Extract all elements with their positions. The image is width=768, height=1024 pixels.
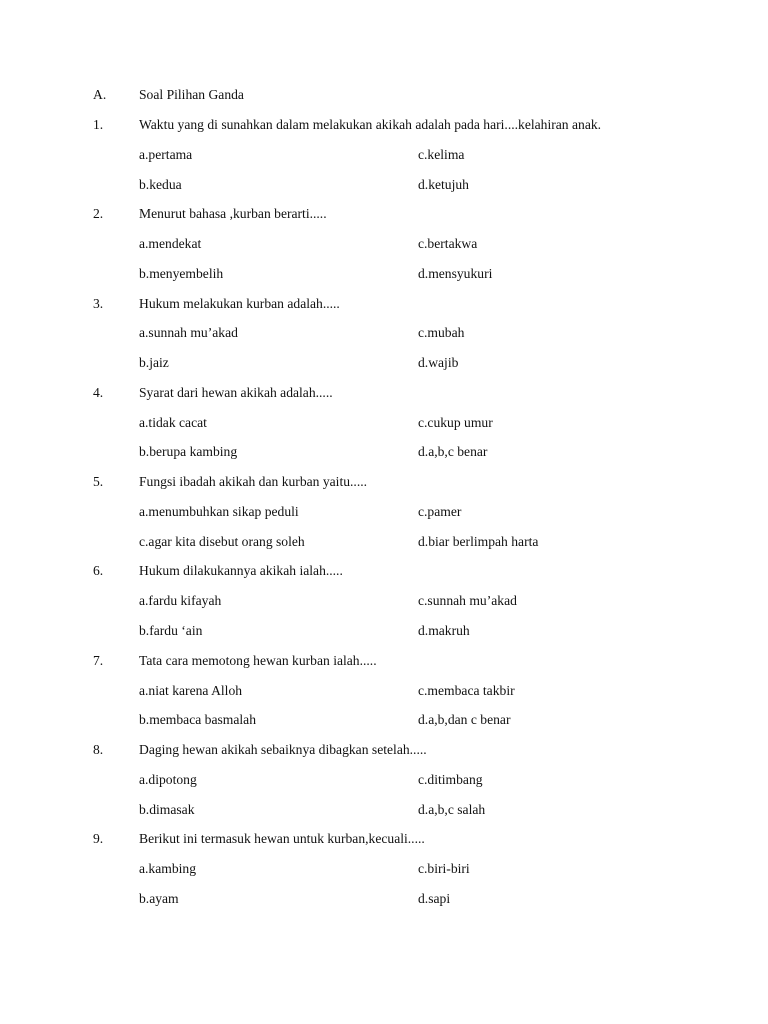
option-b: b.menyembelih — [139, 266, 224, 281]
question-text: Berikut ini termasuk hewan untuk kurban,kecuali..... — [139, 831, 425, 846]
option-c: c.mubah — [418, 325, 465, 340]
section-label: A. — [93, 87, 107, 102]
question-8 — [0, 740, 768, 760]
option-c: c.biri-biri — [418, 861, 470, 876]
question-text: Daging hewan akikah sebaiknya dibagkan setelah..... — [139, 742, 427, 757]
question-2-options-row-2 — [0, 264, 768, 284]
option-d: d.wajib — [418, 355, 459, 370]
option-c: c.cukup umur — [418, 415, 493, 430]
option-a: a.fardu kifayah — [139, 593, 222, 608]
option-c: c.membaca takbir — [418, 683, 515, 698]
option-c: c.sunnah mu’akad — [418, 593, 517, 608]
section-title: Soal Pilihan Ganda — [139, 87, 244, 102]
option-d: d.a,b,dan c benar — [418, 712, 511, 727]
option-d: d.makruh — [418, 623, 470, 638]
option-b: b.kedua — [139, 177, 182, 192]
question-number: 4. — [93, 385, 104, 400]
option-d: d.mensyukuri — [418, 266, 493, 281]
question-1-options-row-1 — [0, 145, 768, 165]
option-a: a.mendekat — [139, 236, 202, 251]
question-1 — [0, 115, 768, 135]
question-text: Hukum melakukan kurban adalah..... — [139, 296, 340, 311]
option-c: c.pamer — [418, 504, 462, 519]
question-1-options-row-2 — [0, 175, 768, 195]
question-number: 9. — [93, 831, 104, 846]
question-5-options-row-2 — [0, 532, 768, 552]
question-number: 8. — [93, 742, 104, 757]
question-6-options-row-2 — [0, 621, 768, 641]
question-text: Fungsi ibadah akikah dan kurban yaitu..... — [139, 474, 368, 489]
option-c: c.ditimbang — [418, 772, 483, 787]
option-a: a.dipotong — [139, 772, 197, 787]
option-d: d.ketujuh — [418, 177, 469, 192]
question-5 — [0, 472, 768, 492]
question-9 — [0, 829, 768, 849]
question-text: Tata cara memotong hewan kurban ialah..... — [139, 653, 377, 668]
option-d: d.a,b,c salah — [418, 802, 486, 817]
question-6-options-row-1 — [0, 591, 768, 611]
option-d: d.sapi — [418, 891, 451, 906]
option-a: a.tidak cacat — [139, 415, 207, 430]
question-number: 2. — [93, 206, 104, 221]
question-4-options-row-1 — [0, 413, 768, 433]
question-number: 1. — [93, 117, 104, 132]
section-heading — [0, 85, 768, 105]
option-d: d.biar berlimpah harta — [418, 534, 539, 549]
question-6 — [0, 561, 768, 581]
option-a: a.menumbuhkan sikap peduli — [139, 504, 299, 519]
option-b: b.membaca basmalah — [139, 712, 257, 727]
question-3-options-row-2 — [0, 353, 768, 373]
option-c: c.kelima — [418, 147, 465, 162]
question-number: 7. — [93, 653, 104, 668]
option-b: b.ayam — [139, 891, 179, 906]
question-2 — [0, 204, 768, 224]
question-9-options-row-1 — [0, 859, 768, 879]
option-a: a.kambing — [139, 861, 197, 876]
option-b: b.fardu ‘ain — [139, 623, 203, 638]
option-c: c.bertakwa — [418, 236, 478, 251]
question-8-options-row-2 — [0, 800, 768, 820]
question-5-options-row-1 — [0, 502, 768, 522]
option-b: b.jaiz — [139, 355, 169, 370]
question-text: Menurut bahasa ,kurban berarti..... — [139, 206, 327, 221]
question-number: 3. — [93, 296, 104, 311]
option-a: a.pertama — [139, 147, 193, 162]
question-3 — [0, 294, 768, 314]
question-text: Syarat dari hewan akikah adalah..... — [139, 385, 333, 400]
option-a: a.niat karena Alloh — [139, 683, 243, 698]
question-7-options-row-2 — [0, 710, 768, 730]
question-7 — [0, 651, 768, 671]
question-number: 6. — [93, 563, 104, 578]
option-b: b.dimasak — [139, 802, 195, 817]
question-3-options-row-1 — [0, 323, 768, 343]
question-number: 5. — [93, 474, 104, 489]
question-4 — [0, 383, 768, 403]
question-8-options-row-1 — [0, 770, 768, 790]
question-2-options-row-1 — [0, 234, 768, 254]
question-text: Hukum dilakukannya akikah ialah..... — [139, 563, 343, 578]
option-d: d.a,b,c benar — [418, 444, 488, 459]
question-7-options-row-1 — [0, 681, 768, 701]
question-4-options-row-2 — [0, 442, 768, 462]
option-c-second: c.agar kita disebut orang soleh — [139, 534, 305, 549]
question-9-options-row-2 — [0, 889, 768, 909]
question-text: Waktu yang di sunahkan dalam melakukan akikah adalah pada hari....kelahiran anak. — [139, 117, 602, 132]
option-a: a.sunnah mu’akad — [139, 325, 238, 340]
option-b: b.berupa kambing — [139, 444, 238, 459]
